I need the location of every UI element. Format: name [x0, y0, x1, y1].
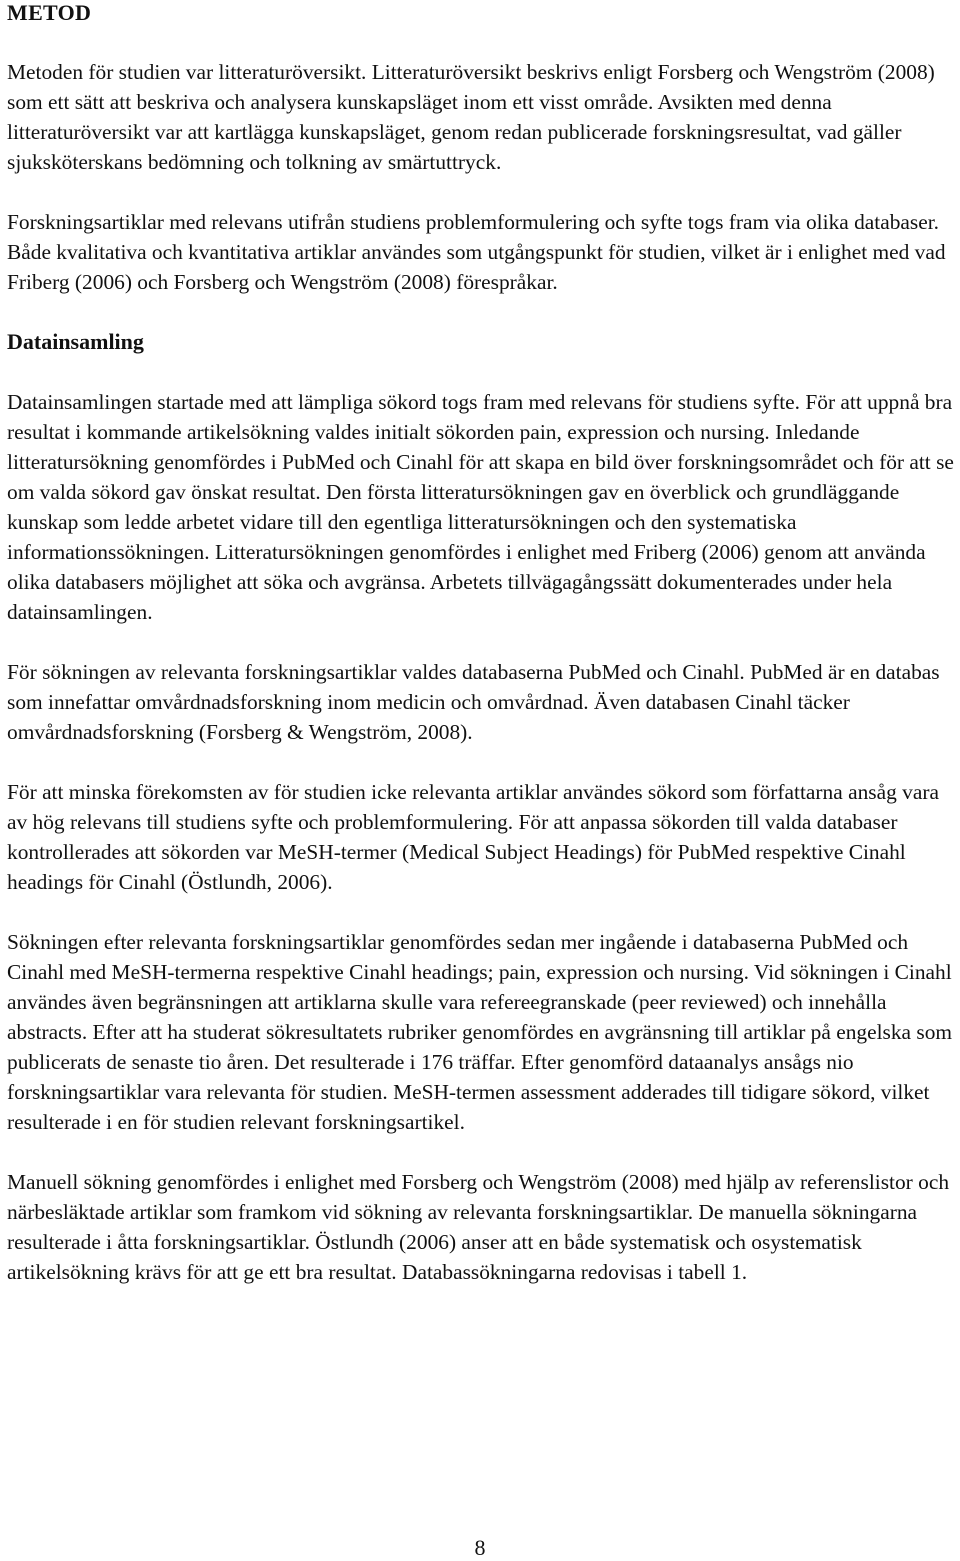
subsection-heading-datainsamling: Datainsamling	[7, 329, 144, 354]
paragraph-data-collection: Datainsamlingen startade med att lämpliga sökord togs fram med relevans för studiens syfte. För att uppnå bra resultat i kommande artikelsökning valdes initialt sökorden pain, expression och nursing. Inledande litteratursökning genomfördes i PubMed och Cinahl för att skapa en bild över forskningsområdet och för att se om valda sökord gav önskat resultat. Den första litteratursökningen gav en överblick och grundläggande kunskap som ledde arbetet vidare till den egentliga litteratursökningen och den systematiska informationssökningen. Litteratursökningen genomfördes i enlighet med Friberg (2006) genom att använda olika databasers möjlighet att söka och avgränsa. Arbetets tillvägagångssätt dokumenterades under hela datainsamlingen.	[7, 390, 954, 624]
page-number: 8	[474, 1535, 486, 1560]
paragraph-search-terms: För att minska förekomsten av för studien icke relevanta artiklar användes sökord som författarna ansåg vara av hög relevans till studiens syfte och problemformulering. För att anpassa sökorden till valda databaser kontrollerades att sökorden var MeSH-termer (Medical Subject Headings) för PubMed respektive Cinahl headings för Cinahl (Östlundh, 2006).	[7, 780, 939, 894]
paragraph-manual-search: Manuell sökning genomfördes i enlighet med Forsberg och Wengström (2008) med hjälp av referenslistor och närbesläktade artiklar som framkom vid sökning av relevanta forskningsartiklar. De manuella sökningarna resulterade i åtta forskningsartiklar. Östlundh (2006) anser att en både systematisk och osystematisk artikelsökning krävs för att ge ett bra resultat. Databassökningarna redovisas i tabell 1.	[7, 1170, 950, 1284]
paragraph-method-articles: Forskningsartiklar med relevans utifrån studiens problemformulering och syfte togs fram via olika databaser. Både kvalitativa och kvantitativa artiklar användes som utgångspunkt för studien, vilket är i enlighet med vad Friberg (2006) och Forsberg och Wengström (2008) förespråkar.	[7, 210, 946, 294]
paragraph-search-results: Sökningen efter relevanta forskningsartiklar genomfördes sedan mer ingående i databaserna PubMed och Cinahl med MeSH-termerna respektive Cinahl headings; pain, expression och nursing. Vid sökningen i Cinahl användes även begränsningen att artiklarna skulle vara refereegranskade (peer reviewed) och innehålla abstracts. Efter att ha studerat sökresultatets rubriker genomfördes en avgränsning till artiklar på engelska som publicerats de senaste tio åren. Det resulterade i 176 träffar. Efter genomförd dataanalys ansågs nio forskningsartiklar vara relevanta för studien. MeSH-termen assessment adderades till tidigare sökord, vilket resulterade i en för studien relevant forskningsartikel.	[7, 930, 953, 1134]
section-heading-metod: METOD	[7, 0, 92, 25]
paragraph-method-intro: Metoden för studien var litteraturöversikt. Litteraturöversikt beskrivs enligt Forsberg och Wengström (2008) som ett sätt att beskriva och analysera kunskapsläget inom ett visst område. Avsikten med denna litteraturöversikt var att kartlägga kunskapsläget, genom redan publicerade forskningsresultat, vad gäller sjuksköterskans bedömning och tolkning av smärtuttryck.	[7, 60, 935, 174]
document-page	[7, 0, 955, 1287]
paragraph-databases: För sökningen av relevanta forskningsartiklar valdes databaserna PubMed och Cinahl. PubMed är en databas som innefattar omvårdnadsforskning inom medicin och omvårdnad. Även databasen Cinahl täcker omvårdnadsforskning (Forsberg & Wengström, 2008).	[7, 660, 940, 744]
